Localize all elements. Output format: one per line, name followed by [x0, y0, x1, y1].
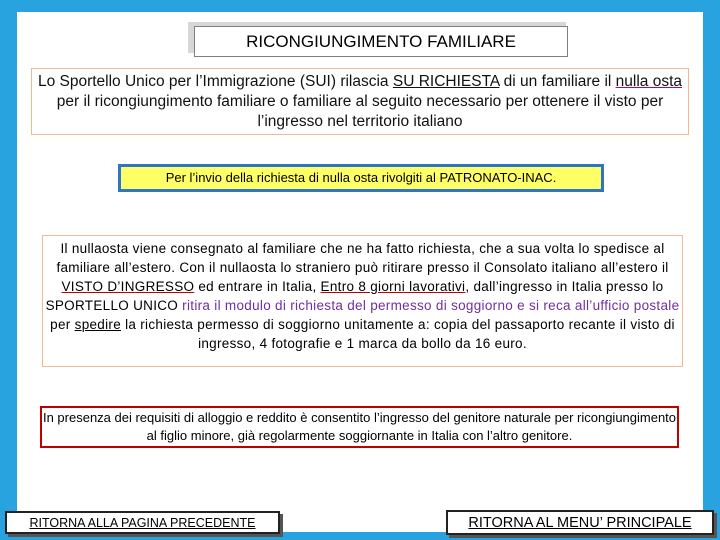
- spedire-text: spedire: [74, 317, 122, 332]
- procedure-text: la richiesta permesso di soggiorno unitamente a: copia del passaporto recante il visto di ingresso, 4 fotografie e 1 marca da bollo da 16 euro.: [121, 317, 675, 351]
- main-menu-button[interactable]: RITORNA AL MENU’ PRINCIPALE: [446, 510, 714, 535]
- intro-text: per il ricongiungimento familiare o familiare al seguito necessario per ottenere il visto per l’ingresso nel territorio italiano: [56, 93, 664, 130]
- back-button[interactable]: RITORNA ALLA PAGINA PRECEDENTE: [5, 511, 280, 534]
- procedure-text: per: [50, 317, 75, 332]
- intro-text: di un familiare il: [499, 73, 616, 90]
- procedure-text: , dall’ingresso in Italia presso lo: [465, 279, 664, 294]
- frame-right: [703, 0, 720, 540]
- procedure-text: Il nullaosta viene consegnato al familiare che ne ha fatto richiesta, che a sua volta lo spedisce al familiare all’estero. Con il nullaosta lo straniero può ritirare presso il Consolato italiano all’estero il: [56, 241, 669, 275]
- sportello-text: SPORTELLO UNICO: [45, 298, 179, 313]
- genitore-notice: In presenza dei requisiti di alloggio e reddito è consentito l’ingresso del genitore naturale per ricongiungimento al figlio minore, già regolarmente soggiornante in Italia con l’altro genitore.: [40, 406, 679, 448]
- patronato-notice: Per l’invio della richiesta di nulla osta rivolgiti al PATRONATO-INAC.: [118, 164, 604, 192]
- permesso-text: ritira il modulo di richiesta del permesso di soggiorno e si reca all’ufficio postale: [178, 298, 680, 313]
- procedure-box: [42, 235, 683, 367]
- nulla-osta-text: nulla osta: [615, 73, 683, 90]
- page-title: RICONGIUNGIMENTO FAMILIARE: [194, 26, 568, 57]
- frame-top: [0, 0, 720, 12]
- su-richiesta-text: SU RICHIESTA: [392, 73, 500, 90]
- visto-ingresso-text: VISTO D’INGRESSO: [61, 279, 195, 294]
- frame-left: [0, 0, 17, 540]
- entro-text: Entro 8 giorni lavorativi: [320, 279, 466, 294]
- intro-box: [31, 68, 689, 135]
- intro-text: Lo Sportello Unico per l’Immigrazione (SUI) rilascia: [37, 73, 393, 90]
- procedure-text: ed entrare in Italia,: [194, 279, 321, 294]
